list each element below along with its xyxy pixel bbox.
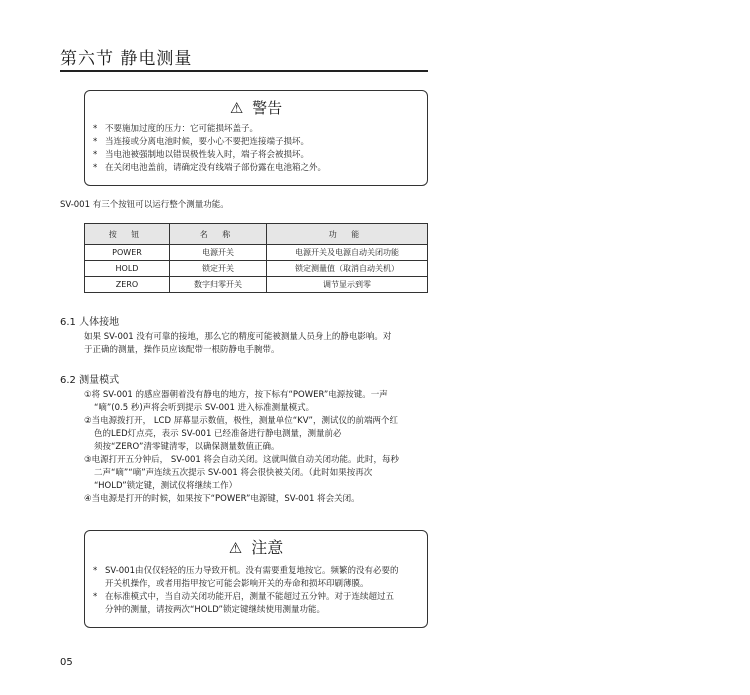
body-line: 如果 SV-001 没有可靠的接地，那么它的精度可能被测量人员身上的静电影响。对 — [84, 332, 392, 342]
table-header-row — [85, 224, 428, 245]
warning-triangle-icon: ⚠ — [229, 99, 244, 117]
caution-item-cont: 分钟的测量，请按两次“HOLD”锁定键继续使用测量功能。 — [105, 605, 325, 615]
warning-triangle-icon: ⚠ — [228, 539, 243, 557]
table-header: 按 钮 — [85, 224, 170, 245]
caution-title-row — [85, 537, 427, 559]
table-cell: POWER — [85, 245, 170, 261]
warning-item: * 当连接或分离电池时候，要小心不要把连接端子损坏。 — [85, 136, 427, 149]
step-line: 须按“ZERO”清零键清零，以确保测量数值正确。 — [94, 442, 280, 452]
page-number: 05 — [60, 657, 73, 668]
body-6-1 — [84, 331, 434, 357]
caution-item: * SV-001由仅仅轻轻的压力导致开机。没有需要重复地按它。频繁的没有必要的 — [85, 565, 427, 578]
caution-title: 注意 — [251, 538, 284, 557]
caution-item-cont: 开关机操作，或者用指甲按它可能会影响开关的寿命和损坏印刷薄膜。 — [105, 579, 369, 589]
table-row — [85, 261, 428, 277]
warning-item: * 当电池被强制地以错误极性装入时，端子将会被损坏。 — [85, 149, 427, 162]
step-line: ①将 SV-001 的感应器朝着没有静电的地方，按下标有“POWER”电源按键。一声 — [84, 390, 388, 400]
table-cell: HOLD — [85, 261, 170, 277]
step-line: ④当电源是打开的时候，如果按下“POWER”电源键，SV-001 将会关闭。 — [84, 494, 360, 504]
title-rule — [60, 70, 428, 72]
warning-item: * 在关闭电池盖前，请确定没有线端子部份露在电池箱之外。 — [85, 162, 427, 175]
table-cell: 锁定测量值（取消自动关机） — [267, 261, 428, 277]
table-cell: ZERO — [85, 277, 170, 293]
step-line: “HOLD”锁定键，测试仪将继续工作） — [94, 481, 238, 491]
warning-title: 警告 — [252, 99, 283, 117]
warning-title-row — [85, 97, 427, 119]
table-cell: 锁定开关 — [170, 261, 267, 277]
button-function-table — [84, 223, 428, 293]
intro-text: SV-001 有三个按钮可以运行整个测量功能。 — [60, 200, 229, 210]
step-line: ③电源打开五分钟后， SV-001 将会自动关闭。这就叫做自动关闭功能。此时，每秒 — [84, 455, 400, 465]
heading-6-2: 6.2 测量模式 — [60, 375, 120, 386]
body-6-2 — [84, 389, 434, 506]
section-title: 第六节 静电测量 — [60, 49, 193, 69]
table-header: 名 称 — [170, 224, 267, 245]
table-cell: 调节显示到零 — [267, 277, 428, 293]
table-cell: 电源开关及电源自动关闭功能 — [267, 245, 428, 261]
warning-item: * 不要施加过度的压力：它可能损坏盖子。 — [85, 123, 427, 136]
table-header: 功 能 — [267, 224, 428, 245]
table-cell: 电源开关 — [170, 245, 267, 261]
caution-box — [84, 530, 428, 628]
warning-box — [84, 90, 428, 186]
step-line: “嘀”(0.5 秒)声将会听到提示 SV-001 进入标准测量模式。 — [94, 403, 315, 413]
table-row — [85, 277, 428, 293]
heading-6-1: 6.1 人体接地 — [60, 317, 120, 328]
table-cell: 数字归零开关 — [170, 277, 267, 293]
step-line: 色的LED灯点亮，表示 SV-001 已经准备进行静电测量，测量前必 — [94, 429, 342, 439]
caution-item: * 在标准模式中，当自动关闭功能开启，测量不能超过五分钟。对于连续超过五 — [85, 591, 427, 604]
table-row — [85, 245, 428, 261]
body-line: 于正确的测量，操作员应该配带一根防静电手腕带。 — [84, 345, 280, 355]
step-line: ②当电源拨打开， LCD 屏幕显示数值，极性，测量单位“KV”，测试仪的前端两个红 — [84, 416, 398, 426]
step-line: 二声“嘀”“嘀”声连续五次提示 SV-001 将会很快被关闭。（此时如果按再次 — [94, 468, 373, 478]
